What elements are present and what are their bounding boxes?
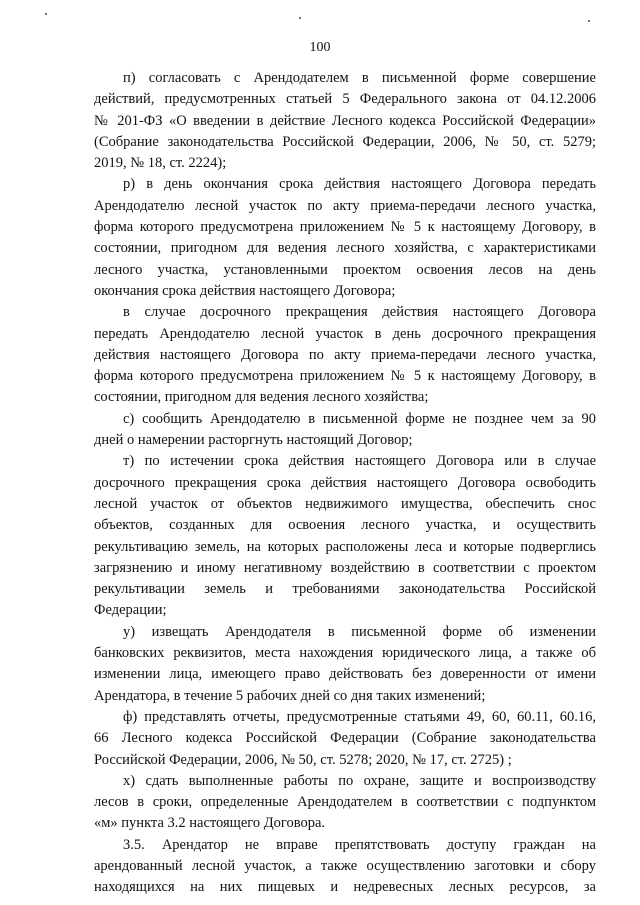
text-line: действий, предусмотренных статьей 5 Федерального закона от 04.12.2006	[94, 91, 596, 108]
text-line: рекультивации земель и требованиями законодательства Российской	[94, 581, 596, 598]
document-body	[94, 68, 596, 899]
text-line: находящихся на них пищевых и недревесных лесных ресурсов, за	[94, 879, 596, 896]
text-line: состоянии, пригодном для ведения лесного хозяйства;	[94, 389, 429, 406]
text-line: объектов, созданных для освоения лесного участка, и осуществить	[94, 517, 596, 534]
text-line: состоянии, пригодном для ведения лесного хозяйства, с характеристиками	[94, 240, 596, 257]
text-line: загрязнению и иному негативному воздействию в соответствии с проектом	[94, 559, 596, 576]
paragraph	[94, 68, 596, 174]
text-line: лесной участок от объектов недвижимого имущества, обеспечить снос	[94, 495, 596, 512]
text-line: п) согласовать с Арендодателем в письменной форме совершение	[123, 70, 596, 86]
text-line: Арендодателю лесной участок по акту приема-передачи лесного участка,	[94, 197, 596, 214]
text-line: дней о намерении расторгнуть настоящий Договор;	[94, 432, 413, 449]
paragraph	[94, 622, 596, 707]
text-line: Арендатора, в течение 5 рабочих дней со дня таких изменений;	[94, 687, 486, 704]
text-line: 3.5. Арендатор не вправе препятствовать доступу граждан на	[123, 836, 596, 853]
text-line: передать Арендодателю лесной участок в день досрочного прекращения	[94, 325, 596, 342]
text-line: лесного участка, установленными проектом освоения лесов на день	[94, 261, 596, 278]
paragraph	[94, 451, 596, 621]
text-line: рекультивацию земель, на которых расположены леса и которые подверглись	[94, 538, 596, 555]
text-line: досрочного прекращения срока действия настоящего Договора освободить	[94, 474, 596, 491]
text-line: № 201-ФЗ «О введении в действие Лесного кодекса Российской Федерации»	[94, 112, 596, 129]
text-line: форма которого предусмотрена приложением № 5 к настоящему Договору, в	[94, 219, 596, 236]
paragraph	[94, 771, 596, 835]
text-line: 2019, № 18, ст. 2224);	[94, 155, 227, 172]
text-line: арендованный лесной участок, а также осуществлению заготовки и сбору	[94, 857, 596, 874]
text-line: «м» пункта 3.2 настоящего Договора.	[94, 815, 326, 832]
text-line: Федерации;	[94, 602, 167, 619]
paragraph	[94, 302, 596, 408]
text-line: (Собрание законодательства Российской Федерации, 2006, № 50, ст. 5279;	[94, 133, 596, 150]
text-line: в случае досрочного прекращения действия настоящего Договора	[123, 304, 596, 321]
paragraph	[94, 707, 596, 771]
text-line: ф) представлять отчеты, предусмотренные статьями 49, 60, 60.11, 60.16,	[123, 708, 596, 725]
scan-speck	[299, 17, 301, 19]
text-line: банковских реквизитов, места нахождения юридического лица, а также об	[94, 645, 596, 662]
text-line: х) сдать выполненные работы по охране, защите и воспроизводству	[123, 772, 596, 789]
text-line: 66 Лесного кодекса Российской Федерации (Собрание законодательства	[94, 730, 596, 747]
page-number: 100	[309, 40, 331, 55]
text-line: изменении лица, имеющего право действовать без доверенности от имени	[94, 666, 596, 683]
scan-speck	[588, 20, 590, 22]
text-line: форма которого предусмотрена приложением № 5 к настоящему Договору, в	[94, 368, 596, 385]
text-line: окончания срока действия настоящего Договора;	[94, 282, 396, 299]
paragraph	[94, 835, 596, 899]
text-line: Российской Федерации, 2006, № 50, ст. 5278; 2020, № 17, ст. 2725) ;	[94, 751, 512, 768]
scan-speck	[45, 13, 47, 15]
text-line: действия настоящего Договора по акту приема-передачи лесного участка,	[94, 346, 596, 363]
paragraph	[94, 174, 596, 302]
text-line: р) в день окончания срока действия настоящего Договора передать	[123, 176, 596, 193]
text-line: т) по истечении срока действия настоящего Договора или в случае	[123, 453, 596, 470]
text-line: лесов в сроки, определенные Арендодателем в соответствии с подпунктом	[94, 794, 596, 811]
text-line: с) сообщить Арендодателю в письменной форме не позднее чем за 90	[123, 410, 596, 427]
paragraph	[94, 409, 596, 452]
text-line: у) извещать Арендодателя в письменной форме об изменении	[123, 623, 596, 640]
